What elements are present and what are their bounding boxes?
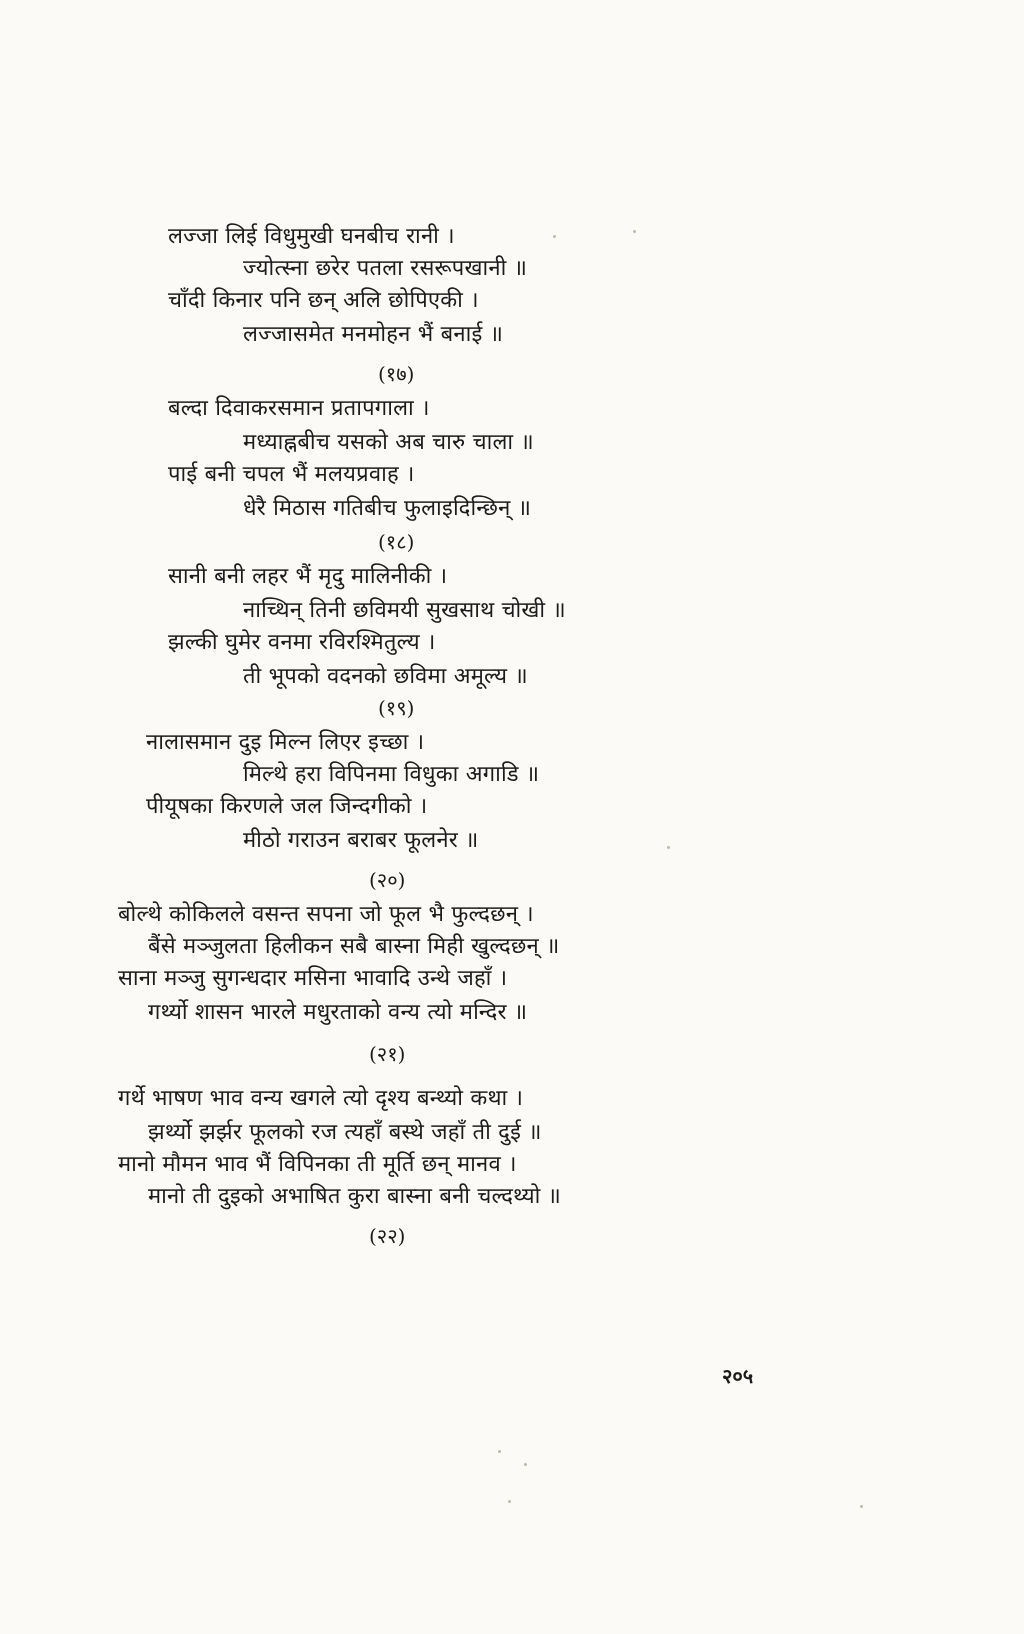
page-number: २०५ bbox=[722, 1364, 754, 1388]
verse-line: पाई बनी चपल भैं मलयप्रवाह । bbox=[168, 462, 415, 487]
verse-line: मानो ती दुइको अभाषित कुरा बास्ना बनी चल्दथ्यो ॥ bbox=[148, 1184, 562, 1209]
verse-line: झर्थ्यो झर्झर फूलको रज त्यहाँ बस्थे जहाँ ती दुई ॥ bbox=[148, 1120, 542, 1145]
stanza-number: (१७) bbox=[378, 362, 415, 386]
verse-line: नालासमान दुइ मिल्न लिएर इच्छा । bbox=[146, 730, 425, 755]
scan-speck bbox=[498, 1450, 501, 1453]
scan-speck bbox=[553, 235, 556, 238]
stanza-number: (२०) bbox=[369, 868, 406, 892]
scan-speck bbox=[508, 1500, 511, 1503]
verse-line: मिल्थे हरा विपिनमा विधुका अगाडि ॥ bbox=[243, 762, 540, 787]
stanza-number: (२१) bbox=[369, 1042, 406, 1066]
stanza-number: (१८) bbox=[378, 530, 415, 554]
verse-line: ज्योत्स्ना छरेर पतला रसरूपखानी ॥ bbox=[243, 256, 528, 281]
verse-line: लज्जासमेत मनमोहन भैं बनाई ॥ bbox=[243, 322, 504, 347]
stanza-number: (२२) bbox=[369, 1224, 406, 1248]
verse-line: बैंसे मञ्जुलता हिलीकन सबै बास्ना मिही खुल्दछन् ॥ bbox=[148, 934, 560, 959]
verse-line: लज्जा लिई विधुमुखी घनबीच रानी । bbox=[168, 224, 455, 249]
verse-line: गर्थे भाषण भाव वन्य खगले त्यो दृश्य बन्थ्यो कथा । bbox=[118, 1086, 524, 1111]
verse-line: धेरै मिठास गतिबीच फुलाइदिन्छिन् ॥ bbox=[243, 496, 532, 521]
stanza-number: (१९) bbox=[378, 696, 415, 720]
verse-line: साना मञ्जु सुगन्धदार मसिना भावादि उन्थे जहाँ । bbox=[118, 966, 508, 991]
verse-line: सानी बनी लहर भैं मृदु मालिनीकी । bbox=[168, 564, 448, 589]
scan-speck bbox=[633, 230, 636, 233]
verse-line: पीयूषका किरणले जल जिन्दगीको । bbox=[146, 794, 428, 819]
verse-line: ती भूपको वदनको छविमा अमूल्य ॥ bbox=[243, 664, 528, 689]
verse-line: मानो मौमन भाव भैं विपिनका ती मूर्ति छन् मानव । bbox=[118, 1152, 517, 1177]
verse-line: गर्थ्यो शासन भारले मधुरताको वन्य त्यो मन्दिर ॥ bbox=[148, 1000, 528, 1025]
verse-line: नाच्थिन् तिनी छविमयी सुखसाथ चोखी ॥ bbox=[243, 598, 566, 623]
verse-line: झल्की घुमेर वनमा रविरश्मितुल्य । bbox=[168, 630, 436, 655]
verse-line: मध्याह्नबीच यसको अब चारु चाला ॥ bbox=[243, 430, 534, 455]
verse-line: बल्दा दिवाकरसमान प्रतापगाला । bbox=[168, 396, 430, 421]
verse-line: मीठो गराउन बराबर फूलनेर ॥ bbox=[243, 828, 479, 853]
scan-speck bbox=[524, 1463, 527, 1466]
scan-speck bbox=[860, 1505, 863, 1508]
verse-line: बोल्थे कोकिलले वसन्त सपना जो फूल भै फुल्दछन् । bbox=[118, 902, 534, 927]
scan-speck bbox=[667, 846, 670, 849]
verse-line: चाँदी किनार पनि छन् अलि छोपिएकी । bbox=[168, 288, 479, 313]
